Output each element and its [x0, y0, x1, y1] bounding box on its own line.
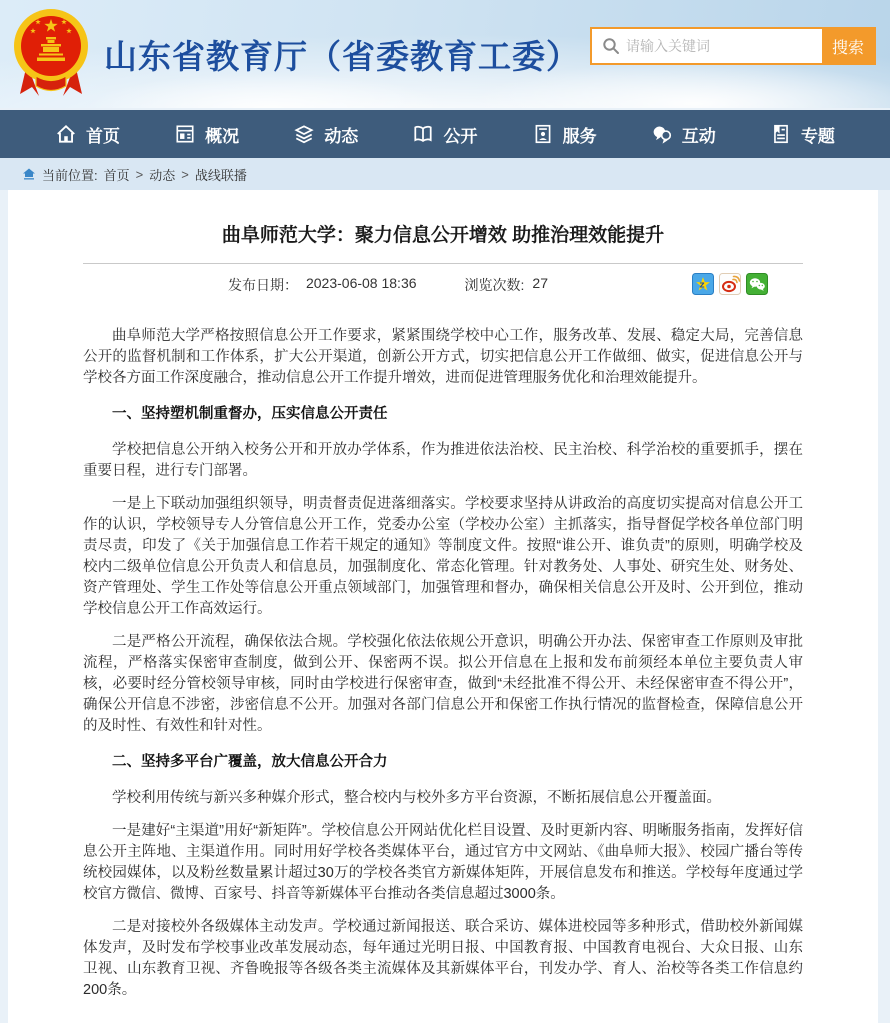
- nav-item-overview[interactable]: [174, 122, 239, 147]
- overview-icon: [174, 123, 196, 145]
- view-count-label: 浏览次数:: [464, 277, 525, 293]
- open-book-icon: [412, 123, 434, 145]
- svg-text:Z: Z: [699, 281, 705, 290]
- chat-bubbles-icon: [651, 123, 673, 145]
- nav-label: 互动: [681, 126, 716, 146]
- publish-date-label: 发布日期：: [227, 277, 298, 293]
- weibo-icon[interactable]: [719, 273, 741, 295]
- nav-label: 服务: [562, 126, 597, 146]
- nav-label: 概况: [205, 126, 240, 146]
- article-paragraph: 学校利用传统与新兴多种媒介形式，整合校内与校外多方平台资源，不断拓展信息公开覆盖面。: [112, 790, 721, 806]
- service-doc-icon: [532, 123, 554, 145]
- section-heading: 一、坚持塑机制重督办，压实信息公开责任: [112, 406, 388, 422]
- nav-label: 公开: [443, 126, 478, 146]
- wechat-icon[interactable]: [746, 273, 768, 295]
- nav-item-home[interactable]: [55, 122, 120, 147]
- article-card: [8, 190, 878, 1023]
- main-nav: [0, 108, 890, 158]
- article-paragraph: 一是上下联动加强组织领导，明责督责促进落细落实。学校要求坚持从讲政治的高度切实提高对信息公开工作的认识，学校领导专人分管信息公开工作，党委办公室（学校办公室）主抓落实，指导督促学校各单位部门明责尽责，印发了《关于加强信息工作若干规定的通知》等制度文件。按照“谁公开、谁负责”的原则，明确学校及校内二级单位信息公开负责人和信息员，加强制度化、常态化管理。针对教务处、人事处、研究生处、财务处、资产管理处、学生工作处等信息公开重点领域部门，加强管理和督办，确保相关信息公开及时、公开到位，推动学校信息公开工作高效运行。: [83, 496, 803, 617]
- nav-label: 动态: [324, 126, 359, 146]
- home-icon: [55, 123, 77, 145]
- breadcrumb-link-news[interactable]: 动态: [149, 167, 176, 183]
- breadcrumb-home-icon: [22, 168, 36, 180]
- view-count-value: 27: [532, 275, 548, 291]
- article-paragraph: 曲阜师范大学严格按照信息公开工作要求，紧紧围绕学校中心工作，服务改革、发展、稳定大局，完善信息公开的监督机制和工作体系，扩大公开渠道，创新公开方式，切实把信息公开工作做细、做实，促进信息公开与学校各方面工作深度融合，推动信息公开工作提升增效，进而促进管理服务优化和治理效能提升。: [83, 328, 803, 386]
- nav-label: 专题: [800, 126, 835, 146]
- search-bar: [590, 27, 876, 65]
- qzone-icon[interactable]: [692, 273, 714, 295]
- nav-item-interaction[interactable]: [651, 122, 716, 147]
- topic-file-icon: [770, 123, 792, 145]
- nav-item-news[interactable]: [293, 122, 358, 147]
- nav-item-disclosure[interactable]: [412, 122, 477, 147]
- share-bar: [692, 273, 768, 295]
- site-title: 山东省教育厅（省委教育工委）: [104, 37, 580, 75]
- search-button[interactable]: 搜索: [822, 29, 874, 63]
- section-heading: 二、坚持多平台广覆盖，放大信息公开合力: [112, 754, 388, 770]
- article-body: [83, 308, 803, 1001]
- nav-item-topics[interactable]: [770, 122, 835, 147]
- breadcrumb-separator: >: [181, 166, 189, 182]
- article-paragraph: 二是对接校外各级媒体主动发声。学校通过新闻报送、联合采访、媒体进校园等多种形式，借助校外新闻媒体发声，及时发布学校事业改革发展动态，每年通过光明日报、中国教育报、中国教育电视台、大众日报、山东卫视、山东教育卫视、齐鲁晚报等各级各类主流媒体及其新媒体平台，刊发办学、育人、治校等各类工作信息约200条。: [83, 919, 803, 998]
- article-title: 曲阜师范大学：聚力信息公开增效 助推治理效能提升: [221, 225, 665, 246]
- search-input[interactable]: [626, 38, 822, 54]
- breadcrumb-separator: >: [135, 166, 144, 182]
- search-icon: [602, 37, 620, 55]
- site-header: [0, 0, 890, 108]
- publish-date-value: 2023-06-08 18:36: [305, 275, 417, 291]
- china-national-emblem-icon: [12, 6, 90, 107]
- article-meta: [83, 264, 803, 308]
- breadcrumb-link-home[interactable]: 首页: [103, 167, 130, 183]
- article-paragraph: 学校把信息公开纳入校务公开和开放办学体系，作为推进依法治校、民主治校、科学治校的重要抓手，摆在重要日程，进行专门部署。: [83, 442, 803, 479]
- news-stack-icon: [293, 123, 315, 145]
- breadcrumb-label: 当前位置:: [42, 167, 98, 183]
- breadcrumb-link-frontline[interactable]: 战线联播: [194, 167, 247, 183]
- breadcrumb: [0, 158, 890, 190]
- nav-item-services[interactable]: [532, 122, 597, 147]
- nav-label: 首页: [86, 126, 120, 146]
- article-paragraph: 二是严格公开流程，确保依法合规。学校强化依法依规公开意识，明确公开办法、保密审查工作原则及审批流程，严格落实保密审查制度，做到公开、保密两不误。拟公开信息在上报和发布前须经本单位主要负责人审核，必要时经分管校领导审核，同时由学校进行保密审查，做到“未经批准不得公开、未经保密审查不得公开”，确保公开信息不涉密，涉密信息不公开。加强对各部门信息公开和保密工作执行情况的监督检查，保障信息公开的及时性、有效性和针对性。: [83, 634, 803, 734]
- article-paragraph: 一是建好“主渠道”用好“新矩阵”。学校信息公开网站优化栏目设置、及时更新内容、明晰服务指南，发挥好信息公开主阵地、主渠道作用。同时用好学校各类媒体平台，通过官方中文网站、《曲阜师大报》、校园广播台等传统校园媒体，以及粉丝数量累计超过30万的学校各类官方新媒体矩阵，开展信息发布和推送。学校每年度通过学校官方微信、微博、百家号、抖音等新媒体平台推动各类信息超过3000条。: [83, 823, 803, 902]
